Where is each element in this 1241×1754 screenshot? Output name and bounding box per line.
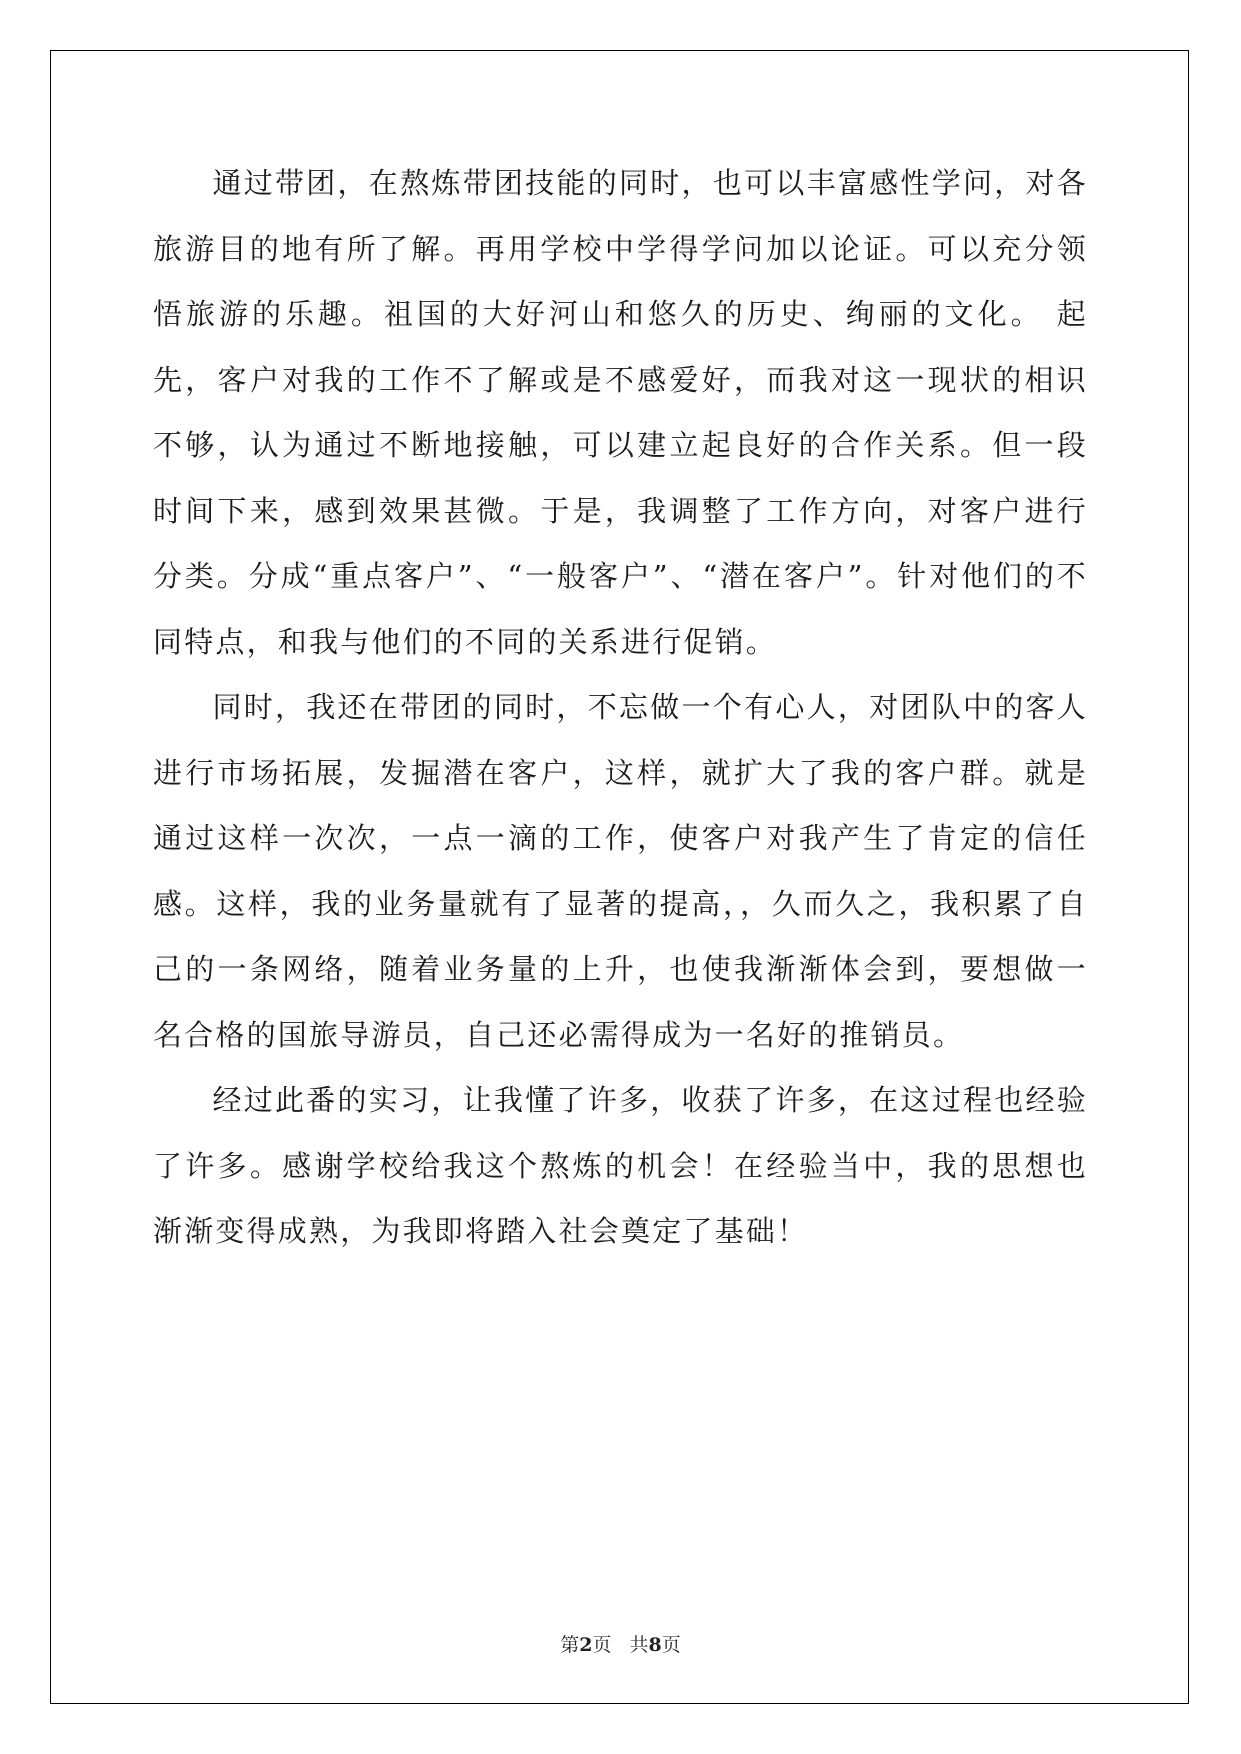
- paragraph-1: 通过带团，在熬炼带团技能的同时，也可以丰富感性学问，对各旅游目的地有所了解。再用学校中学得学问加以论证。可以充分领悟旅游的乐趣。祖国的大好河山和悠久的历史、绚丽的文化。 起先，客户对我的工作不了解或是不感爱好，而我对这一现状的相识不够，认为通过不断地接触，可以建立起良好的合作关系。但一段时间下来，感到效果甚微。于是，我调整了工作方向，对客户进行分类。分成“重点客户”、“一般客户”、“潜在客户”。针对他们的不同特点，和我与他们的不同的关系进行促销。: [153, 166, 1088, 659]
- page-suffix: 页: [592, 1634, 612, 1656]
- page-prefix: 第: [560, 1634, 580, 1656]
- total-prefix: 共: [629, 1634, 649, 1656]
- current-page-number: 2: [579, 1634, 593, 1656]
- paragraph-3: 经过此番的实习，让我懂了许多，收获了许多，在这过程也经验了许多。感谢学校给我这个熬炼的机会！在经验当中，我的思想也渐渐变得成熟，为我即将踏入社会奠定了基础！: [153, 1083, 1088, 1248]
- page-footer: [0, 1630, 1241, 1657]
- total-pages-number: 8: [648, 1634, 662, 1656]
- total-suffix: 页: [661, 1634, 681, 1656]
- paragraph-2: 同时，我还在带团的同时，不忘做一个有心人，对团队中的客人进行市场拓展，发掘潜在客户，这样，就扩大了我的客户群。就是通过这样一次次，一点一滴的工作，使客户对我产生了肯定的信任感。这样，我的业务量就有了显著的提高，，久而久之，我积累了自己的一条网络，随着业务量的上升，也使我渐渐体会到，要想做一名合格的国旅导游员，自己还必需得成为一名好的推销员。: [153, 690, 1088, 1052]
- document-body: [153, 151, 1088, 1265]
